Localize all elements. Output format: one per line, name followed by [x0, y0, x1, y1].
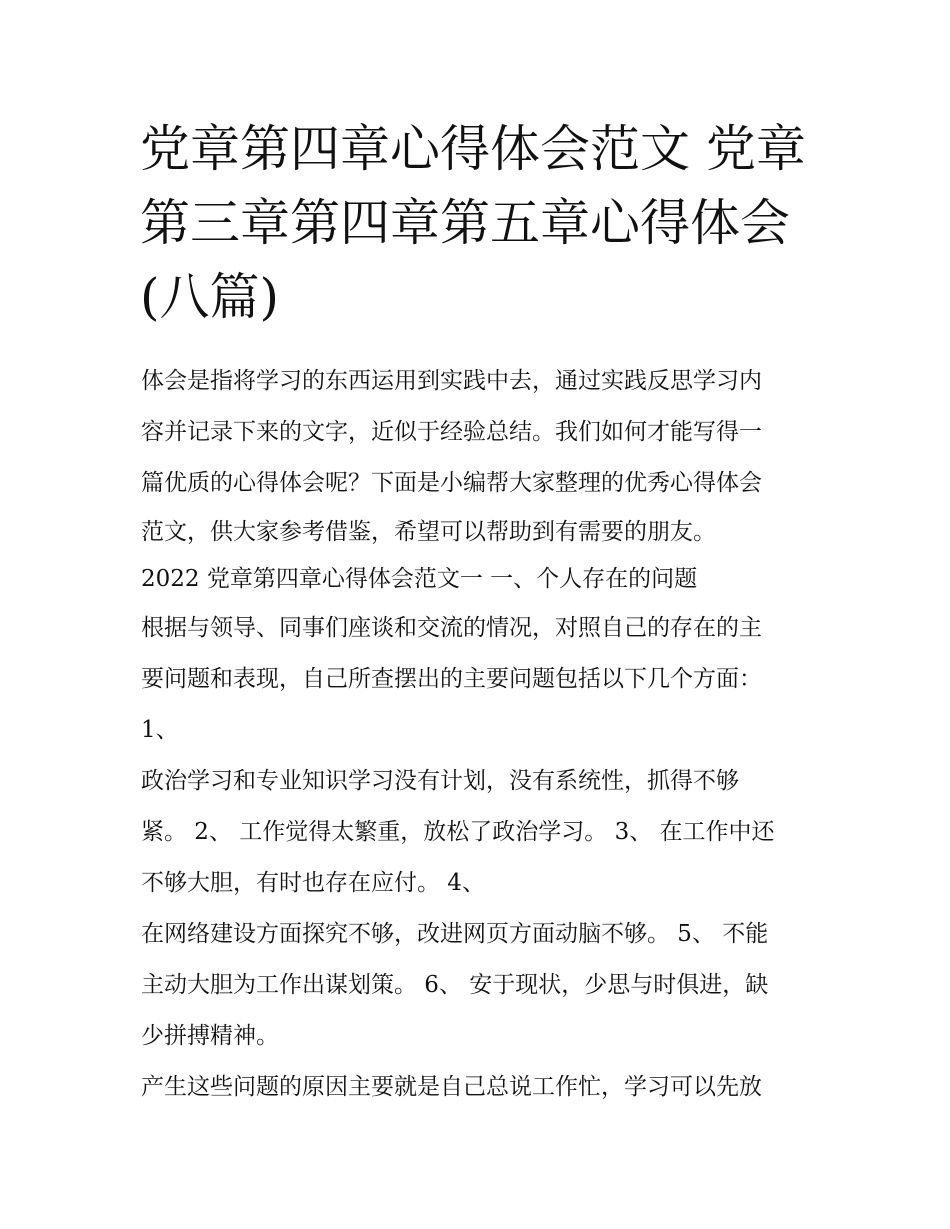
body-line-14: 少拼搏精神。 — [141, 1023, 279, 1049]
body-line-10: 紧。 2、 工作觉得太繁重，放松了政治学习。 3、 在工作中还 — [141, 819, 775, 845]
title-line-3: (八篇) — [140, 268, 280, 326]
title-line-2: 第三章第四章第五章心得体会 — [140, 194, 790, 252]
body-line-2: 容并记录下来的文字，近似于经验总结。我们如何才能写得一 — [141, 419, 762, 445]
title-line-1: 党章第四章心得体会范文 党章 — [140, 120, 806, 178]
body-line-1: 体会是指将学习的东西运用到实践中去，通过实践反思学习内 — [141, 368, 762, 394]
body-line-11: 不够大胆，有时也存在应付。 4、 — [141, 870, 485, 896]
body-line-9: 政治学习和专业知识学习没有计划，没有系统性，抓得不够 — [141, 768, 739, 794]
section-heading: 2022 党章第四章心得体会范文一 一、个人存在的问题 — [141, 566, 698, 592]
body-line-12: 在网络建设方面探究不够，改进网页方面动脑不够。 5、 不能 — [141, 921, 769, 947]
body-line-15: 产生这些问题的原因主要就是自己总说工作忙，学习可以先放 — [141, 1074, 762, 1100]
body-line-6: 根据与领导、同事们座谈和交流的情况，对照自己的存在的主 — [141, 615, 762, 641]
list-marker-1: 1、 — [141, 717, 179, 743]
body-line-13: 主动大胆为工作出谋划策。 6、 安于现状，少思与时俱进，缺 — [141, 972, 769, 998]
body-line-4: 范文，供大家参考借鉴，希望可以帮助到有需要的朋友。 — [141, 519, 716, 545]
body-line-3: 篇优质的心得体会呢？下面是小编帮大家整理的优秀心得体会 — [141, 470, 762, 496]
document-title — [140, 112, 820, 334]
document-body — [141, 356, 821, 1113]
body-line-7: 要问题和表现，自己所查摆出的主要问题包括以下几个方面： — [141, 666, 762, 692]
